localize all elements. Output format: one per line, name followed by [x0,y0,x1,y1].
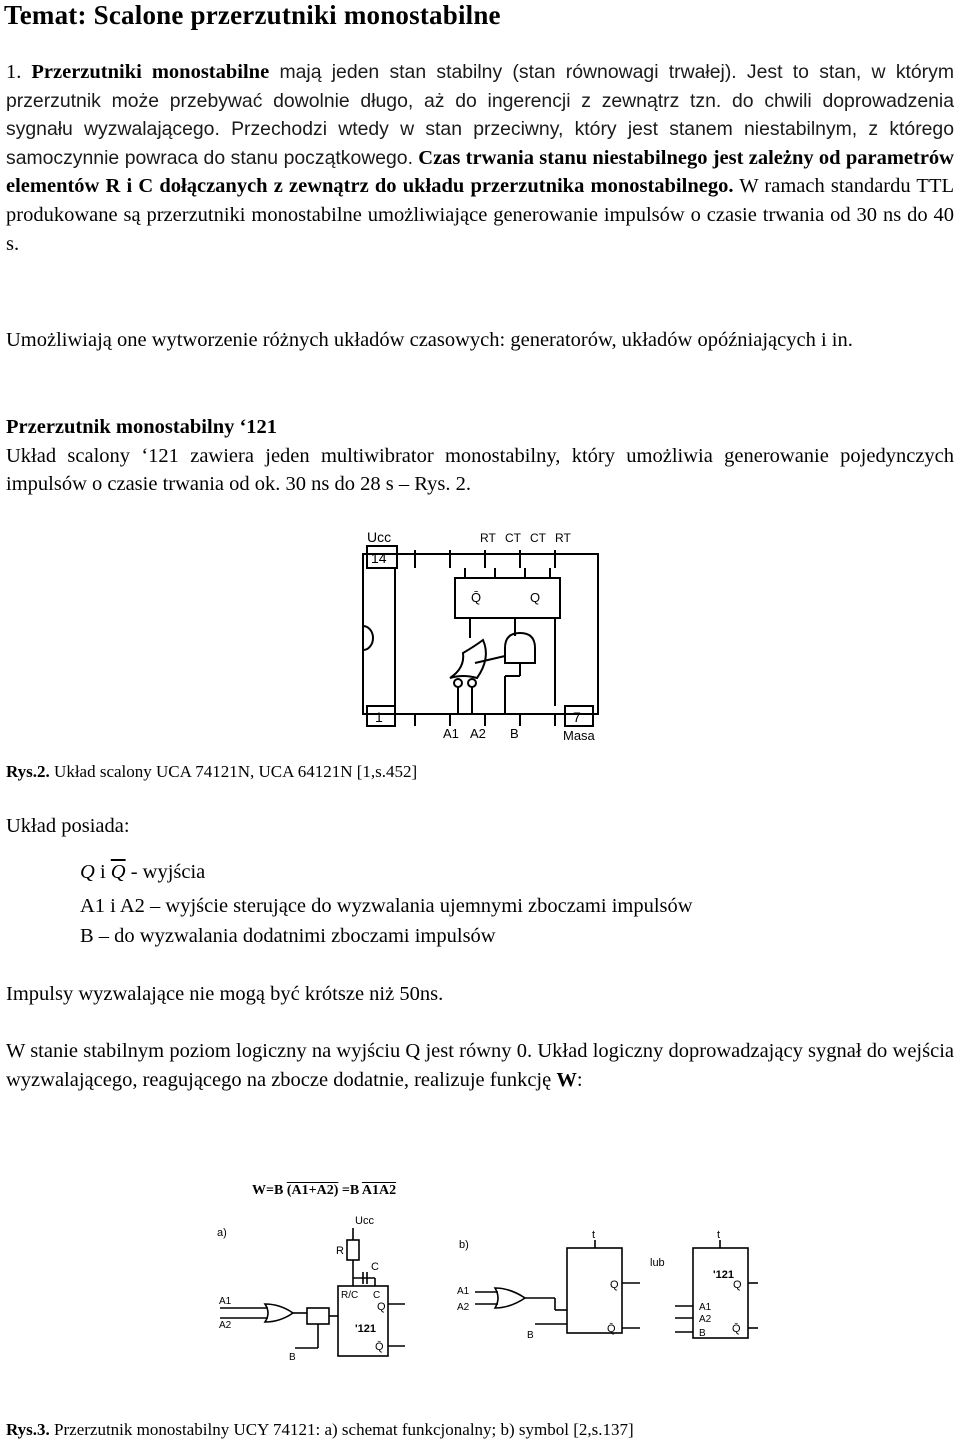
figure-3-caption-text: Przerzutnik monostabilny UCY 74121: a) schemat funkcjonalny; b) symbol [2,s.137] [49,1420,634,1439]
pin-1-label: 1 [375,709,383,725]
formula-part-4: A1A2 [361,1183,397,1198]
fig3b-lub-label: lub [650,1257,665,1269]
fig3b-q1-label: Q [610,1279,619,1291]
fig3b-qbar1-label: Q̄ [607,1323,616,1335]
figure-2-caption-text: Układ scalony UCA 74121N, UCA 64121N [1,s.452] [49,762,418,781]
fig3b-a2-label: A2 [457,1302,470,1313]
pin-masa-label: Masa [563,728,595,743]
intro-text-ttl: W ramach standardu TTL produkowane są przerzutniki monostabilne umożliwiające generowanie impulsów o czasie trwania od 30 ns do 40 s. [6,175,954,255]
intro-text: mają jeden stan stabilny (stan równowagi trwałej). Jest to stan, w którym przerzutnik może przebywać dowolnie długo, aż do ingerencji z zewnątrz tzn. do chwili doprowadzenia sygnału wyzwalającego. Przechodzi wtedy w stan przeciwny, który jest stanem niestabilnym, z którego samoczynnie powraca do stanu początkowego. [6,61,954,169]
impulse-length-note: Impulsy wyzwalające nie mogą być krótsze niż 50ns. [6,983,444,1005]
figure-3b-symbol [455,1228,765,1348]
figure-3-caption [6,1420,634,1440]
formula-w [252,1183,396,1199]
q-symbol: Q [80,861,95,883]
uklad-heading: Układ posiada: [6,815,130,837]
figure-3a-schematic [215,1208,415,1368]
figure-ic-121 [355,528,605,743]
fig3b-chip-label: '121 [713,1269,734,1281]
fig3-a2-label: A2 [219,1320,232,1331]
a-inputs-line: A1 i A2 – wyjście sterujące do wyzwalania ujemnymi zboczami impulsów [80,895,693,917]
fig3-ucc-label: Ucc [355,1215,374,1227]
fig3-a-label: a) [217,1227,227,1239]
outputs-line [80,858,205,887]
pin-b-label: B [510,726,519,741]
paragraph-intro [6,58,954,258]
fig3b-a1-label: A1 [457,1286,470,1297]
pin-7-label: 7 [573,709,581,725]
fig3-r-label: R [336,1245,344,1257]
formula-part-2: (A1+A2) [286,1183,339,1198]
pin-ct2-label: CT [530,531,546,545]
colon: : [576,1068,583,1091]
fig3b-qbar2-label: Q̄ [732,1323,741,1335]
section-121-heading: Przerzutnik monostabilny ‘121 [6,416,278,438]
fig3-b-label-title: b) [459,1239,469,1251]
term-monostable: Przerzutniki monostabilne [31,61,270,83]
fig3-q-label: Q [377,1301,386,1313]
fig3-c-label: C [371,1261,379,1273]
figure-3-caption-label: Rys.3. [6,1420,50,1439]
fig3-rc-label: R/C [341,1290,359,1301]
pin-14-label: 14 [371,550,387,566]
b-input-line: B – do wyzwalania dodatnimi zboczami impulsów [80,925,496,947]
stable-state-text: W stanie stabilnym poziom logiczny na wyjściu Q jest równy 0. Układ logiczny doprowadzający sygnał do wejścia wyzwalającego, reagującego na zbocze dodatnie, realizuje funkcję [6,1040,954,1091]
pin-ct-label: CT [505,531,521,545]
pin-rt2-label: RT [555,531,571,545]
figure-2-caption [6,762,417,782]
intro-bold-text: Czas trwania stanu niestabilnego jest zależny od parametrów elementów R i C dołączanych z zewnątrz do układu przerzutnika monostabilnego. [6,146,954,198]
ff-q-label: Q [530,590,541,605]
function-w: W [556,1068,577,1091]
outputs-text: - wyjścia [125,861,206,883]
paragraph-uses: Umożliwiają one wytworzenie różnych układów czasowych: generatorów, układów opóźniających i in. [6,329,853,351]
qbar-symbol: $\overline{Q}$ [110,861,126,883]
fig3b-b-label: B [527,1330,534,1341]
page-title: Temat: Scalone przerzutniki monostabilne [4,0,501,30]
formula-part-3: =B [338,1183,362,1198]
pin-rt-label: RT [480,531,496,545]
fig3-b-label: B [289,1352,296,1363]
fig3b-a2b-label: A2 [699,1314,712,1325]
fig3b-a1b-label: A1 [699,1302,712,1313]
fig3b-bb-label: B [699,1328,706,1339]
list-number: 1. [6,61,32,83]
pin-ucc-label: Ucc [367,529,392,545]
fig3b-q2-label: Q [733,1279,742,1291]
fig3b-t2-label: t [717,1229,721,1241]
pin-a1-label: A1 [443,726,459,741]
formula-part-1: W=B [252,1183,287,1198]
ff-qbar-label: Q̄ [471,590,482,605]
fig3-chip-label: '121 [355,1323,376,1335]
pin-a2-label: A2 [470,726,486,741]
and-word: i [94,861,111,883]
paragraph-stable-state [6,1037,954,1094]
section-121-text: Układ scalony ‘121 zawiera jeden multiwibrator monostabilny, który umożliwia generowanie pojedynczych impulsów o czasie trwania od ok. 30 ns do 28 s – Rys. 2. [6,444,954,496]
fig3-qbar-label: Q̄ [375,1341,384,1353]
fig3-cx-label: C [373,1290,381,1301]
figure-2-caption-label: Rys.2. [6,762,50,781]
section-121 [6,413,954,499]
fig3-a1-label: A1 [219,1296,232,1307]
fig3b-t1-label: t [592,1229,596,1241]
